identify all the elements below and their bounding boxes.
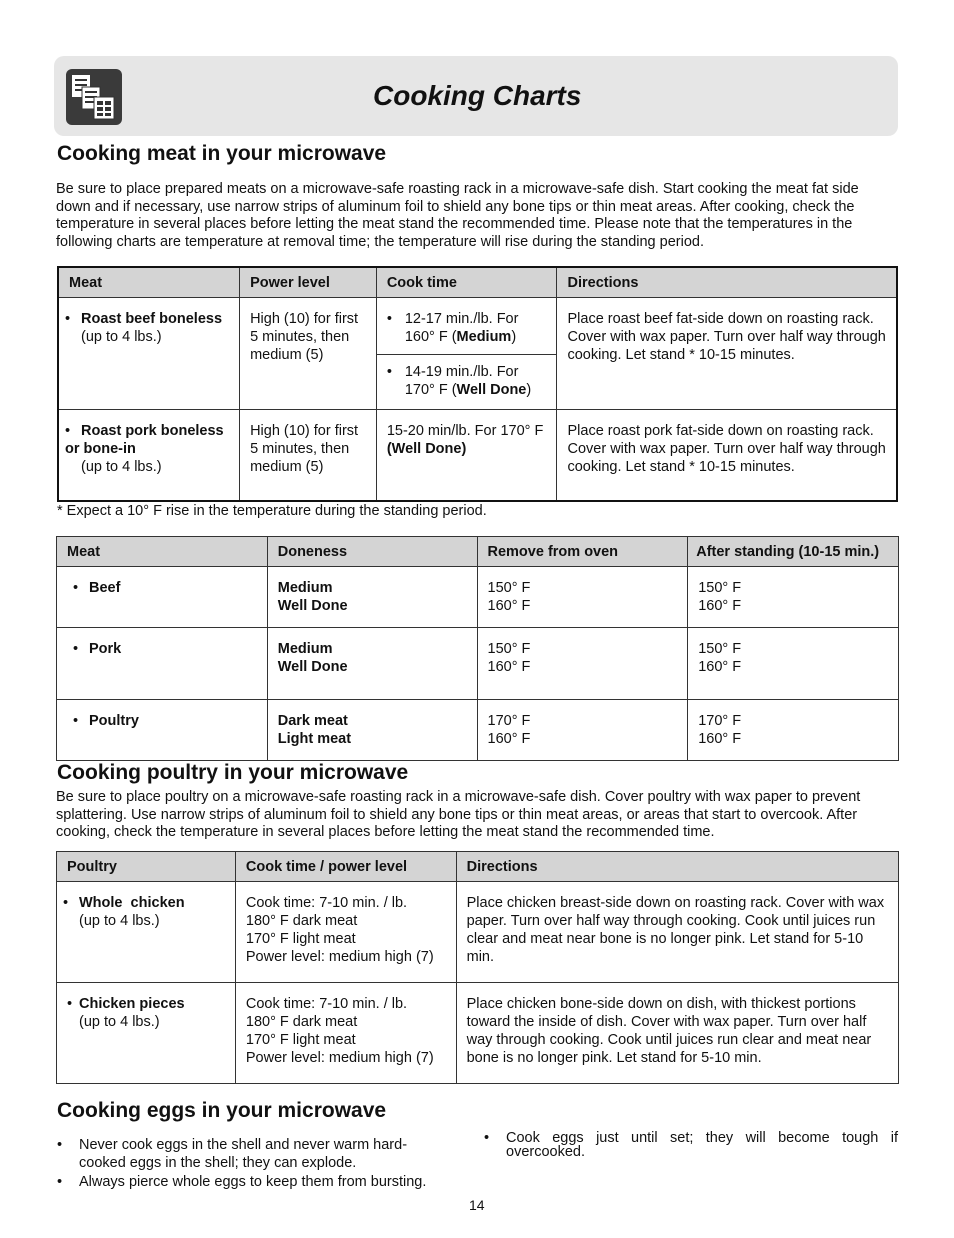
list-item: • Cook eggs just until set; they will become tough if overcooked.	[484, 1131, 898, 1159]
list-item: • Always pierce whole eggs to keep them from bursting.	[57, 1173, 475, 1191]
list-item: • Never cook eggs in the shell and never warm hard-cooked eggs in the shell; they can explode.	[57, 1136, 475, 1172]
directions: Place chicken breast-side down on roasting rack. Cover with wax paper. Turn over half way through cooking. Cook until juices run clear and meat near bone is no longer pink. Let stand for 5-10 min.	[456, 882, 898, 983]
col-header: Directions	[456, 852, 898, 882]
page-number: 14	[469, 1197, 485, 1213]
col-header: Poultry	[57, 852, 236, 882]
table-row: • Chicken pieces (up to 4 lbs.) Cook time: 7-10 min. / lb. 180° F dark meat 170° F light meat Power level: medium high (7) Place chicken bone-side down on dish, with thickest portions toward the inside of dish. Cover with wax paper. Turn over half way through cooking. Cook until juices run clear and meat near bone is no longer pink. Let stand for 5-10 min.	[57, 983, 899, 1084]
table-row: • Roast pork boneless or bone-in (up to 4 lbs.) High (10) for first 5 minutes, then medium (5) 15-20 min/lb. For 170° F (Well Done) Place roast pork fat-side down on roasting rack. Cover with wax paper. Turn over half way through cooking. Let stand * 10-15 minutes.	[58, 410, 897, 502]
footnote: * Expect a 10° F rise in the temperature during the standing period.	[57, 503, 487, 519]
directions: Place roast beef fat-side down on roasting rack. Cover with wax paper. Turn over half way through cooking. Let stand * 10-15 minutes.	[557, 298, 897, 410]
page-title: Cooking Charts	[373, 80, 582, 111]
table-row: • 14-19 min./lb. For 170° F (Well Done)	[58, 355, 897, 410]
section-heading-meat: Cooking meat in your microwave	[57, 142, 387, 165]
poultry-intro: Be sure to place poultry on a microwave-safe roasting rack in a microwave-safe dish. Cover poultry with wax paper to prevent splattering. Use narrow strips of aluminum foil to shield any bone tips or thin meat areas, or areas that start to overcook. After cooking, check the temperature in several places before letting the meat stand the recommended time.	[56, 789, 861, 840]
table-row: • Roast beef boneless (up to 4 lbs.) High (10) for first 5 minutes, then medium (5) • 12-17 min./lb. For 160° F (Medium) Place roast beef fat-side down on roasting rack. Cover with wax paper. Turn over half way through cooking. Let stand * 10-15 minutes.	[58, 298, 897, 355]
power-level: High (10) for first 5 minutes, then medium (5)	[240, 298, 377, 410]
meat-name: Roast pork boneless or bone-in	[65, 423, 224, 457]
meat-cook-table	[57, 266, 898, 502]
poultry-table	[56, 851, 899, 1084]
col-header: Meat	[58, 267, 240, 298]
directions: Place roast pork fat-side down on roasting rack. Cover with wax paper. Turn over half way through cooking. Let stand * 10-15 minutes.	[557, 410, 897, 502]
meat-weight: (up to 4 lbs.)	[81, 459, 162, 475]
col-header: Directions	[557, 267, 897, 298]
table-row: • Pork Medium Well Done 150° F 160° F 150° F 160° F	[57, 628, 899, 700]
eggs-list-right	[484, 1131, 898, 1159]
meat-intro: Be sure to place prepared meats on a microwave-safe roasting rack in a microwave-safe dish. Start cooking the meat fat side down and if necessary, use narrow strips of aluminum foil to shield any bone tips or thin meat areas. After cooking, check the temperature in several places before letting the meat stand the recommended time. Please note that the temperatures in the following charts are temperature at removal time; the temperature will rise during the standing period.	[56, 181, 859, 250]
table-row: • Beef Medium Well Done 150° F 160° F 150° F 160° F	[57, 567, 899, 628]
power-level: High (10) for first 5 minutes, then medium (5)	[240, 410, 377, 502]
section-heading-eggs: Cooking eggs in your microwave	[57, 1099, 387, 1122]
table-row: • Whole chicken (up to 4 lbs.) Cook time: 7-10 min. / lb. 180° F dark meat 170° F light meat Power level: medium high (7) Place chicken breast-side down on roasting rack. Cover with wax paper. Turn over half way through cooking. Cook until juices run clear and meat near bone is no longer pink. Let stand for 5-10 min.	[57, 882, 899, 983]
col-header: After standing (10-15 min.)	[688, 537, 899, 567]
section-heading-poultry: Cooking poultry in your microwave	[57, 761, 409, 784]
col-header: Cook time	[376, 267, 557, 298]
col-header: Doneness	[267, 537, 477, 567]
document-pages-icon	[66, 69, 122, 125]
meat-weight: (up to 4 lbs.)	[81, 329, 162, 345]
meat-name: Roast beef boneless	[81, 311, 223, 327]
table-row: • Poultry Dark meat Light meat 170° F 160° F 170° F 160° F	[57, 700, 899, 761]
col-header: Remove from oven	[477, 537, 688, 567]
directions: Place chicken bone-side down on dish, with thickest portions toward the inside of dish. Cover with wax paper. Turn over half way through cooking. Cook until juices run clear and meat near bone is no longer pink. Let stand for 5-10 min.	[456, 983, 898, 1084]
eggs-list-left	[57, 1136, 475, 1191]
temperature-table	[56, 536, 899, 761]
col-header: Cook time / power level	[235, 852, 456, 882]
col-header: Meat	[57, 537, 268, 567]
col-header: Power level	[240, 267, 377, 298]
